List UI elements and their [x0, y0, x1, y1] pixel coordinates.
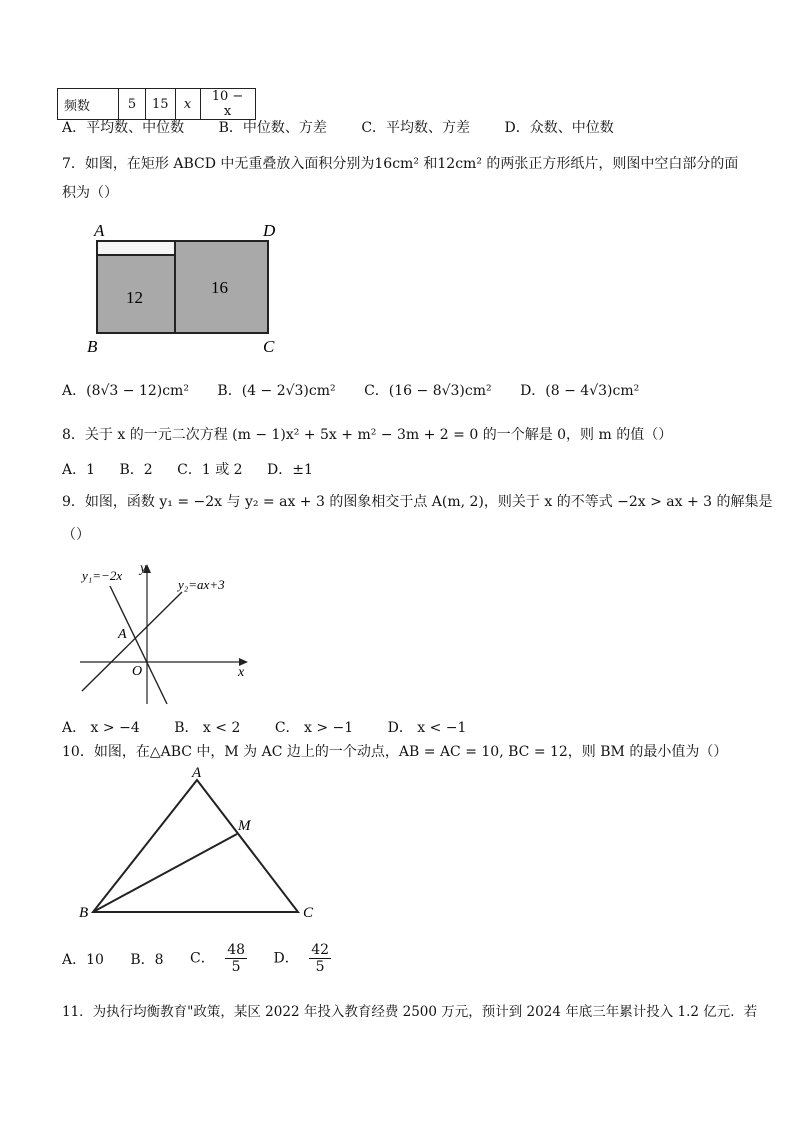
label-m: M — [238, 818, 251, 834]
option-a[interactable]: A．1 — [62, 462, 96, 478]
q10-stem: 10．如图，在△ABC 中，M 为 AC 边上的一个动点，AB = AC = 10, BC = 12，则 BM 的最小值为（） — [62, 744, 728, 760]
table-cell: x — [175, 89, 200, 120]
table-cell: 频数 — [58, 89, 119, 120]
label-d: D — [263, 221, 276, 240]
table-cell: 10 − x — [200, 89, 255, 120]
q10-options — [62, 942, 331, 975]
fraction-c-denominator: 5 — [231, 959, 241, 975]
q7-options — [62, 380, 669, 400]
q9-stem-line2: （） — [62, 527, 90, 543]
q10-triangle-figure — [76, 762, 326, 924]
table-cell: 5 — [119, 89, 146, 120]
option-b[interactable]: B．(4 − 2√3)cm² — [217, 383, 336, 399]
option-c[interactable]: C． x > −1 — [274, 720, 354, 736]
segment-bm — [93, 834, 237, 912]
fraction-d-denominator: 5 — [315, 959, 325, 975]
option-b[interactable]: B．8 — [130, 951, 164, 968]
option-c-label: C． — [190, 950, 215, 967]
option-d[interactable]: D．众数、中位数 — [504, 120, 614, 136]
label-y1: y₁=−2x — [82, 568, 123, 583]
option-d[interactable]: D．±1 — [267, 462, 313, 478]
option-a[interactable]: A．(8√3 − 12)cm² — [62, 383, 189, 399]
frequency-table — [57, 88, 256, 120]
label-a: A — [192, 765, 202, 781]
option-c[interactable]: C．1 或 2 — [177, 462, 243, 478]
label-b: B — [87, 337, 98, 356]
option-a[interactable]: A．10 — [62, 951, 104, 968]
fraction-d — [309, 942, 331, 975]
label-b: B — [79, 905, 89, 921]
q7-stem-line2: 积为（） — [62, 185, 118, 201]
table-row — [58, 89, 256, 120]
fraction-c — [225, 942, 247, 975]
triangle-abc — [93, 780, 298, 912]
label-16: 16 — [211, 278, 228, 297]
q8-stem: 8．关于 x 的一元二次方程 (m − 1)x² + 5x + m² − 3m + 2 = 0 的一个解是 0，则 m 的值（） — [62, 427, 673, 443]
label-x: x — [238, 665, 245, 680]
line-y1 — [110, 586, 167, 704]
option-b[interactable]: B．中位数、方差 — [218, 120, 327, 136]
option-d-label: D． — [273, 950, 299, 967]
label-point-a: A — [118, 627, 127, 642]
fraction-d-numerator: 42 — [311, 942, 330, 958]
q11-stem: 11．为执行均衡教育"政策，某区 2022 年投入教育经费 2500 万元，预计到 2024 年底三年累计投入 1.2 亿元．若 — [62, 1004, 758, 1020]
q7-rectangle-figure — [80, 215, 290, 360]
label-a: A — [94, 221, 105, 240]
option-d[interactable] — [274, 942, 332, 975]
q9-stem-line1: 9．如图，函数 y₁ = −2x 与 y₂ = ax + 3 的图象相交于点 A(m, 2)，则关于 x 的不等式 −2x > ax + 3 的解集是 — [62, 494, 773, 510]
q7-stem-line1: 7．如图，在矩形 ABCD 中无重叠放入面积分别为16cm² 和12cm² 的两张正方形纸片，则图中空白部分的面 — [62, 156, 739, 172]
option-c[interactable]: C．(16 − 8√3)cm² — [364, 383, 492, 399]
label-c: C — [303, 905, 314, 921]
option-c[interactable] — [190, 942, 247, 975]
label-y2: y₂=ax+3 — [178, 577, 225, 592]
q8-options — [62, 459, 343, 479]
option-b[interactable]: B．2 — [119, 462, 153, 478]
option-a[interactable]: A．平均数、中位数 — [62, 120, 185, 136]
option-b[interactable]: B． x < 2 — [174, 720, 241, 736]
label-c: C — [263, 337, 275, 356]
option-d[interactable]: D． x < −1 — [387, 720, 467, 736]
label-12: 12 — [126, 288, 143, 307]
q9-options — [62, 717, 496, 737]
label-origin: O — [132, 664, 143, 679]
fraction-c-numerator: 48 — [227, 942, 246, 958]
q6-options — [62, 117, 644, 137]
option-a[interactable]: A． x > −4 — [62, 720, 140, 736]
option-d[interactable]: D．(8 − 4√3)cm² — [520, 383, 640, 399]
label-y: y — [140, 561, 147, 576]
q9-function-graph — [76, 558, 256, 708]
table-cell: 15 — [146, 89, 176, 120]
option-c[interactable]: C．平均数、方差 — [361, 120, 471, 136]
